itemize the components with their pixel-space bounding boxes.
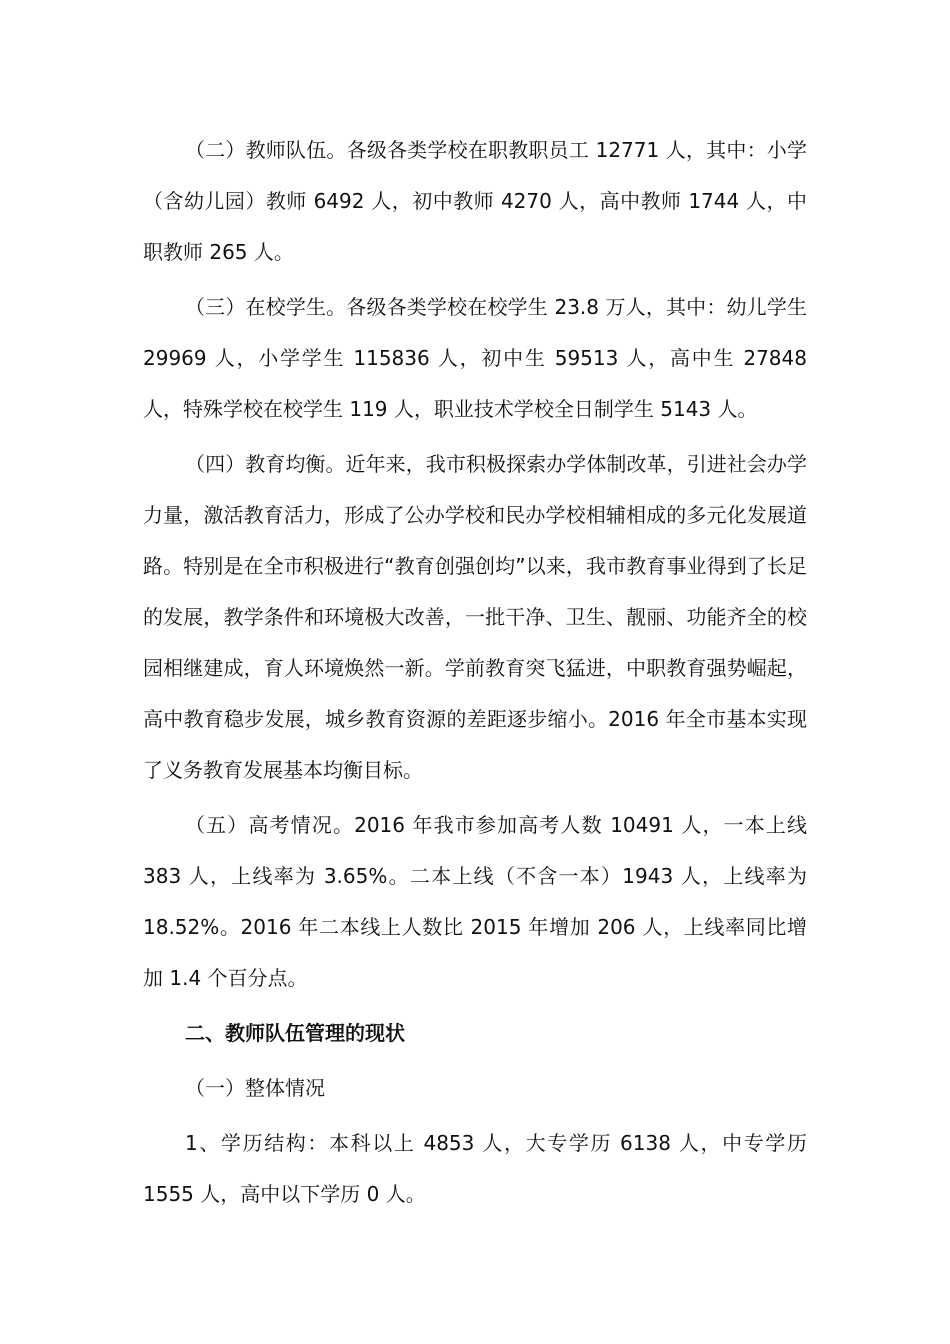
paragraph-students: （三）在校学生。各级各类学校在校学生 23.8 万人，其中：幼儿学生 29969 人，小学学生 115836 人，初中生 59513 人，高中生 27848 人，特殊学校在校学生 119 人，职业技术学校全日制学生 5143 人。 [143,295,807,421]
section-heading: 二、教师队伍管理的现状 [185,1021,405,1045]
paragraph-education-balance: （四）教育均衡。近年来，我市积极探索办学体制改革，引进社会办学力量，激活教育活力，形成了公办学校和民办学校相辅相成的多元化发展道路。特别是在全市积极进行“教育创强创均”以来，我市教育事业得到了长足的发展，教学条件和环境极大改善，一批干净、卫生、靓丽、功能齐全的校园相继建成，育人环境焕然一新。学前教育突飞猛进，中职教育强势崛起，高中教育稳步发展，城乡教育资源的差距逐步缩小。2016 年全市基本实现了义务教育发展基本均衡目标。 [143,452,807,782]
paragraph-education-structure: 1、学历结构：本科以上 4853 人，大专学历 6138 人，中专学历 1555 人，高中以下学历 0 人。 [143,1131,807,1206]
paragraph-gaokao: （五）高考情况。2016 年我市参加高考人数 10491 人，一本上线 383 人，上线率为 3.65%。二本上线（不含一本）1943 人，上线率为 18.52%。2016 年二本线上人数比 2015 年增加 206 人，上线率同比增加 1.4 个百分点。 [143,813,807,990]
subsection-heading: （一）整体情况 [185,1076,325,1100]
paragraph-teachers: （二）教师队伍。各级各类学校在职教职员工 12771 人，其中：小学（含幼儿园）教师 6492 人，初中教师 4270 人，高中教师 1744 人，中职教师 265 人。 [143,138,807,264]
document-body [143,125,807,1224]
